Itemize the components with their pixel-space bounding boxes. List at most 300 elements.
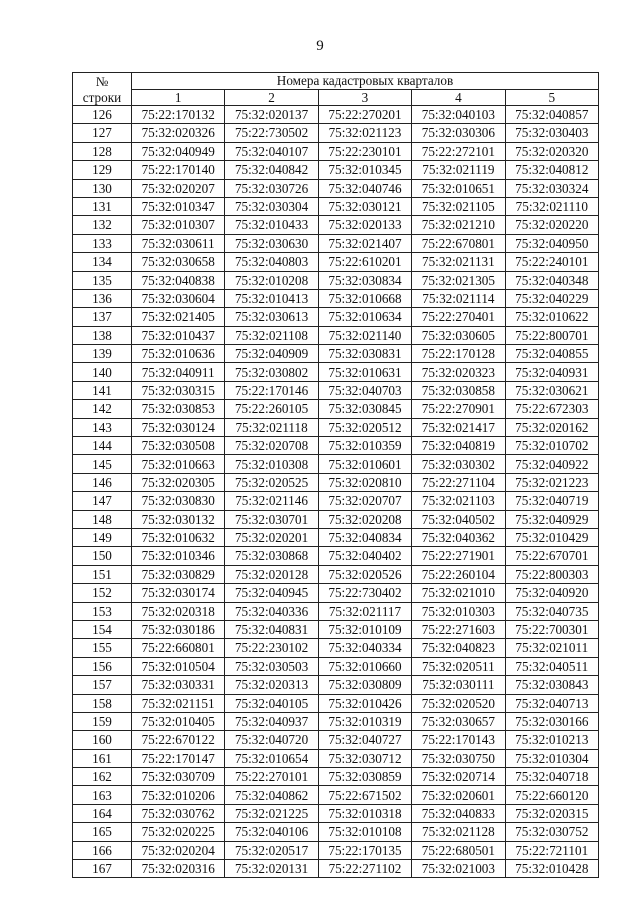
row-number-cell: 161 xyxy=(73,749,132,767)
table-row xyxy=(73,271,599,289)
cadastral-number-cell: 75:32:030611 xyxy=(132,234,225,252)
cadastral-number-cell: 75:32:010634 xyxy=(318,308,411,326)
cadastral-number-cell: 75:32:040855 xyxy=(505,345,598,363)
cadastral-number-cell: 75:32:010347 xyxy=(132,197,225,215)
cadastral-number-cell: 75:32:030701 xyxy=(225,510,318,528)
table-row xyxy=(73,179,599,197)
table-row xyxy=(73,142,599,160)
cadastral-number-cell: 75:32:030324 xyxy=(505,179,598,197)
cadastral-number-cell: 75:32:021117 xyxy=(318,602,411,620)
header-no: № xyxy=(73,73,132,90)
row-number-cell: 149 xyxy=(73,528,132,546)
cadastral-number-cell: 75:32:010668 xyxy=(318,289,411,307)
row-number-cell: 150 xyxy=(73,547,132,565)
row-number-cell: 154 xyxy=(73,620,132,638)
cadastral-number-cell: 75:22:271104 xyxy=(412,473,505,491)
table-row xyxy=(73,400,599,418)
cadastral-number-cell: 75:32:030809 xyxy=(318,676,411,694)
table-row xyxy=(73,620,599,638)
cadastral-number-cell: 75:32:040105 xyxy=(225,694,318,712)
cadastral-number-cell: 75:32:021417 xyxy=(412,418,505,436)
cadastral-table xyxy=(72,72,599,878)
cadastral-number-cell: 75:22:800303 xyxy=(505,565,598,583)
cadastral-number-cell: 75:22:170140 xyxy=(132,161,225,179)
table-row xyxy=(73,712,599,730)
cadastral-number-cell: 75:32:040937 xyxy=(225,712,318,730)
cadastral-number-cell: 75:32:021011 xyxy=(505,639,598,657)
table-row xyxy=(73,124,599,142)
column-header: 5 xyxy=(505,90,598,106)
cadastral-number-cell: 75:32:021118 xyxy=(225,418,318,436)
column-header: 1 xyxy=(132,90,225,106)
cadastral-number-cell: 75:32:030403 xyxy=(505,124,598,142)
cadastral-number-cell: 75:32:030621 xyxy=(505,381,598,399)
table-row xyxy=(73,510,599,528)
cadastral-number-cell: 75:32:030111 xyxy=(412,676,505,694)
cadastral-number-cell: 75:32:040334 xyxy=(318,639,411,657)
cadastral-number-cell: 75:32:010206 xyxy=(132,786,225,804)
cadastral-number-cell: 75:32:040107 xyxy=(225,142,318,160)
cadastral-number-cell: 75:32:030657 xyxy=(412,712,505,730)
row-number-cell: 131 xyxy=(73,197,132,215)
cadastral-number-cell: 75:32:020162 xyxy=(505,418,598,436)
cadastral-number-cell: 75:32:030604 xyxy=(132,289,225,307)
cadastral-number-cell: 75:32:020707 xyxy=(318,492,411,510)
cadastral-number-cell: 75:32:030174 xyxy=(132,584,225,602)
cadastral-number-cell: 75:32:030630 xyxy=(225,234,318,252)
cadastral-number-cell: 75:32:020526 xyxy=(318,565,411,583)
cadastral-number-cell: 75:22:660801 xyxy=(132,639,225,657)
cadastral-number-cell: 75:32:030762 xyxy=(132,804,225,822)
row-number-cell: 135 xyxy=(73,271,132,289)
table-row xyxy=(73,602,599,620)
row-number-cell: 141 xyxy=(73,381,132,399)
cadastral-number-cell: 75:32:010108 xyxy=(318,823,411,841)
table-row xyxy=(73,731,599,749)
page-number: 9 xyxy=(316,38,324,54)
cadastral-number-cell: 75:32:040831 xyxy=(225,620,318,638)
cadastral-number-cell: 75:32:040735 xyxy=(505,602,598,620)
table-header xyxy=(73,73,599,106)
cadastral-number-cell: 75:22:230101 xyxy=(318,142,411,160)
cadastral-number-cell: 75:32:030709 xyxy=(132,768,225,786)
cadastral-number-cell: 75:32:021105 xyxy=(412,197,505,215)
cadastral-number-cell: 75:32:040909 xyxy=(225,345,318,363)
cadastral-number-cell: 75:32:040945 xyxy=(225,584,318,602)
cadastral-number-cell: 75:22:270401 xyxy=(412,308,505,326)
cadastral-number-cell: 75:32:020318 xyxy=(132,602,225,620)
cadastral-number-cell: 75:32:021003 xyxy=(412,860,505,878)
cadastral-number-cell: 75:22:170146 xyxy=(225,381,318,399)
cadastral-number-cell: 75:32:010632 xyxy=(132,528,225,546)
cadastral-number-cell: 75:32:040103 xyxy=(412,106,505,124)
cadastral-number-cell: 75:32:020525 xyxy=(225,473,318,491)
cadastral-number-cell: 75:32:040348 xyxy=(505,271,598,289)
cadastral-number-cell: 75:32:021405 xyxy=(132,308,225,326)
cadastral-number-cell: 75:32:030843 xyxy=(505,676,598,694)
table-row xyxy=(73,161,599,179)
cadastral-number-cell: 75:32:030186 xyxy=(132,620,225,638)
row-number-cell: 151 xyxy=(73,565,132,583)
cadastral-number-cell: 75:32:030853 xyxy=(132,400,225,418)
cadastral-number-cell: 75:32:040746 xyxy=(318,179,411,197)
cadastral-number-cell: 75:22:230102 xyxy=(225,639,318,657)
cadastral-number-cell: 75:32:010304 xyxy=(505,749,598,767)
cadastral-number-cell: 75:32:010319 xyxy=(318,712,411,730)
table-row xyxy=(73,565,599,583)
cadastral-number-cell: 75:32:030331 xyxy=(132,676,225,694)
table-row xyxy=(73,657,599,675)
table-row xyxy=(73,860,599,878)
cadastral-number-cell: 75:32:010601 xyxy=(318,455,411,473)
cadastral-number-cell: 75:32:010359 xyxy=(318,437,411,455)
cadastral-number-cell: 75:32:040362 xyxy=(412,528,505,546)
row-number-cell: 145 xyxy=(73,455,132,473)
cadastral-number-cell: 75:32:040929 xyxy=(505,510,598,528)
cadastral-number-cell: 75:32:040857 xyxy=(505,106,598,124)
cadastral-number-cell: 75:32:020520 xyxy=(412,694,505,712)
cadastral-number-cell: 75:32:040950 xyxy=(505,234,598,252)
cadastral-number-cell: 75:32:030306 xyxy=(412,124,505,142)
row-number-cell: 136 xyxy=(73,289,132,307)
cadastral-number-cell: 75:32:030605 xyxy=(412,326,505,344)
cadastral-number-cell: 75:32:020207 xyxy=(132,179,225,197)
row-number-cell: 148 xyxy=(73,510,132,528)
row-number-cell: 162 xyxy=(73,768,132,786)
row-number-cell: 138 xyxy=(73,326,132,344)
cadastral-number-cell: 75:32:030508 xyxy=(132,437,225,455)
cadastral-number-cell: 75:22:170147 xyxy=(132,749,225,767)
cadastral-number-cell: 75:32:020201 xyxy=(225,528,318,546)
table-row xyxy=(73,473,599,491)
cadastral-number-cell: 75:22:700301 xyxy=(505,620,598,638)
cadastral-number-cell: 75:32:040502 xyxy=(412,510,505,528)
cadastral-number-cell: 75:32:010504 xyxy=(132,657,225,675)
cadastral-number-cell: 75:32:040922 xyxy=(505,455,598,473)
cadastral-number-cell: 75:32:020131 xyxy=(225,860,318,878)
cadastral-number-cell: 75:32:040819 xyxy=(412,437,505,455)
cadastral-number-cell: 75:22:270201 xyxy=(318,106,411,124)
cadastral-number-cell: 75:32:010663 xyxy=(132,455,225,473)
cadastral-number-cell: 75:32:040862 xyxy=(225,786,318,804)
cadastral-number-cell: 75:32:010660 xyxy=(318,657,411,675)
cadastral-number-cell: 75:32:020313 xyxy=(225,676,318,694)
cadastral-number-cell: 75:22:670801 xyxy=(412,234,505,252)
cadastral-number-cell: 75:32:020225 xyxy=(132,823,225,841)
cadastral-number-cell: 75:32:020305 xyxy=(132,473,225,491)
row-number-cell: 133 xyxy=(73,234,132,252)
table-row xyxy=(73,289,599,307)
cadastral-number-cell: 75:22:680501 xyxy=(412,841,505,859)
row-number-cell: 132 xyxy=(73,216,132,234)
cadastral-number-cell: 75:32:030868 xyxy=(225,547,318,565)
cadastral-number-cell: 75:32:021119 xyxy=(412,161,505,179)
row-number-cell: 134 xyxy=(73,253,132,271)
cadastral-number-cell: 75:32:010429 xyxy=(505,528,598,546)
cadastral-number-cell: 75:32:040727 xyxy=(318,731,411,749)
header-group: Номера кадастровых кварталов xyxy=(132,73,599,90)
row-number-cell: 128 xyxy=(73,142,132,160)
cadastral-number-cell: 75:22:271901 xyxy=(412,547,505,565)
cadastral-number-cell: 75:32:030858 xyxy=(412,381,505,399)
table-row xyxy=(73,418,599,436)
table-row xyxy=(73,584,599,602)
cadastral-number-cell: 75:32:021108 xyxy=(225,326,318,344)
cadastral-number-cell: 75:22:721101 xyxy=(505,841,598,859)
header-row: строки xyxy=(73,90,132,106)
row-number-cell: 143 xyxy=(73,418,132,436)
column-header: 2 xyxy=(225,90,318,106)
cadastral-number-cell: 75:32:030124 xyxy=(132,418,225,436)
table-row xyxy=(73,694,599,712)
row-number-cell: 164 xyxy=(73,804,132,822)
cadastral-number-cell: 75:32:030830 xyxy=(132,492,225,510)
cadastral-number-cell: 75:22:170143 xyxy=(412,731,505,749)
row-number-cell: 137 xyxy=(73,308,132,326)
cadastral-number-cell: 75:22:260105 xyxy=(225,400,318,418)
row-number-cell: 152 xyxy=(73,584,132,602)
cadastral-number-cell: 75:22:240101 xyxy=(505,253,598,271)
row-number-cell: 165 xyxy=(73,823,132,841)
cadastral-number-cell: 75:22:170132 xyxy=(132,106,225,124)
cadastral-number-cell: 75:32:010109 xyxy=(318,620,411,638)
cadastral-number-cell: 75:32:030315 xyxy=(132,381,225,399)
cadastral-number-cell: 75:32:030304 xyxy=(225,197,318,215)
table-row xyxy=(73,492,599,510)
cadastral-number-cell: 75:32:021305 xyxy=(412,271,505,289)
cadastral-number-cell: 75:32:021128 xyxy=(412,823,505,841)
cadastral-number-cell: 75:32:040842 xyxy=(225,161,318,179)
cadastral-number-cell: 75:32:040931 xyxy=(505,363,598,381)
row-number-cell: 155 xyxy=(73,639,132,657)
cadastral-number-cell: 75:32:030712 xyxy=(318,749,411,767)
cadastral-number-cell: 75:32:030859 xyxy=(318,768,411,786)
cadastral-number-cell: 75:32:040920 xyxy=(505,584,598,602)
column-header: 3 xyxy=(318,90,411,106)
cadastral-number-cell: 75:32:010413 xyxy=(225,289,318,307)
row-number-cell: 127 xyxy=(73,124,132,142)
cadastral-number-cell: 75:32:020512 xyxy=(318,418,411,436)
cadastral-number-cell: 75:32:020601 xyxy=(412,786,505,804)
table-row xyxy=(73,308,599,326)
cadastral-number-cell: 75:22:170128 xyxy=(412,345,505,363)
cadastral-number-cell: 75:32:020517 xyxy=(225,841,318,859)
cadastral-number-cell: 75:32:010702 xyxy=(505,437,598,455)
cadastral-number-cell: 75:32:040838 xyxy=(132,271,225,289)
cadastral-number-cell: 75:32:040949 xyxy=(132,142,225,160)
cadastral-number-cell: 75:22:671502 xyxy=(318,786,411,804)
cadastral-number-cell: 75:22:672303 xyxy=(505,400,598,418)
cadastral-number-cell: 75:32:020220 xyxy=(505,216,598,234)
cadastral-number-cell: 75:22:271603 xyxy=(412,620,505,638)
column-header: 4 xyxy=(412,90,505,106)
cadastral-number-cell: 75:32:040720 xyxy=(225,731,318,749)
row-number-cell: 159 xyxy=(73,712,132,730)
row-number-cell: 153 xyxy=(73,602,132,620)
cadastral-number-cell: 75:32:020320 xyxy=(505,142,598,160)
table-row xyxy=(73,823,599,841)
cadastral-number-cell: 75:22:670701 xyxy=(505,547,598,565)
cadastral-number-cell: 75:32:020708 xyxy=(225,437,318,455)
table-row xyxy=(73,768,599,786)
cadastral-number-cell: 75:22:270901 xyxy=(412,400,505,418)
cadastral-number-cell: 75:32:010318 xyxy=(318,804,411,822)
cadastral-number-cell: 75:32:030752 xyxy=(505,823,598,841)
cadastral-number-cell: 75:32:021407 xyxy=(318,234,411,252)
cadastral-number-cell: 75:32:040511 xyxy=(505,657,598,675)
cadastral-number-cell: 75:32:010213 xyxy=(505,731,598,749)
cadastral-number-cell: 75:22:730402 xyxy=(318,584,411,602)
cadastral-number-cell: 75:32:030121 xyxy=(318,197,411,215)
row-number-cell: 158 xyxy=(73,694,132,712)
cadastral-number-cell: 75:32:030302 xyxy=(412,455,505,473)
cadastral-number-cell: 75:32:020204 xyxy=(132,841,225,859)
row-number-cell: 157 xyxy=(73,676,132,694)
cadastral-number-cell: 75:32:020323 xyxy=(412,363,505,381)
cadastral-number-cell: 75:32:030503 xyxy=(225,657,318,675)
row-number-cell: 160 xyxy=(73,731,132,749)
table-row xyxy=(73,197,599,215)
table-row xyxy=(73,326,599,344)
row-number-cell: 163 xyxy=(73,786,132,804)
cadastral-number-cell: 75:32:010433 xyxy=(225,216,318,234)
cadastral-number-cell: 75:32:020326 xyxy=(132,124,225,142)
row-number-cell: 156 xyxy=(73,657,132,675)
row-number-cell: 142 xyxy=(73,400,132,418)
cadastral-number-cell: 75:32:010426 xyxy=(318,694,411,712)
table-row xyxy=(73,363,599,381)
cadastral-number-cell: 75:22:610201 xyxy=(318,253,411,271)
row-number-cell: 147 xyxy=(73,492,132,510)
cadastral-number-cell: 75:32:040834 xyxy=(318,528,411,546)
cadastral-number-cell: 75:32:030726 xyxy=(225,179,318,197)
table-row xyxy=(73,676,599,694)
cadastral-number-cell: 75:32:010308 xyxy=(225,455,318,473)
cadastral-number-cell: 75:32:010437 xyxy=(132,326,225,344)
cadastral-number-cell: 75:32:030831 xyxy=(318,345,411,363)
cadastral-number-cell: 75:22:270101 xyxy=(225,768,318,786)
cadastral-number-cell: 75:32:010345 xyxy=(318,161,411,179)
table-row xyxy=(73,528,599,546)
cadastral-number-cell: 75:32:030834 xyxy=(318,271,411,289)
cadastral-number-cell: 75:32:030166 xyxy=(505,712,598,730)
row-number-cell: 144 xyxy=(73,437,132,455)
cadastral-number-cell: 75:22:660120 xyxy=(505,786,598,804)
cadastral-number-cell: 75:32:021131 xyxy=(412,253,505,271)
table-row xyxy=(73,547,599,565)
table-row xyxy=(73,437,599,455)
row-number-cell: 139 xyxy=(73,345,132,363)
cadastral-number-cell: 75:32:010654 xyxy=(225,749,318,767)
cadastral-number-cell: 75:32:040106 xyxy=(225,823,318,841)
table-row xyxy=(73,106,599,124)
table-body xyxy=(73,106,599,878)
cadastral-number-cell: 75:32:020810 xyxy=(318,473,411,491)
cadastral-number-cell: 75:22:800701 xyxy=(505,326,598,344)
cadastral-number-cell: 75:32:020316 xyxy=(132,860,225,878)
cadastral-number-cell: 75:32:021225 xyxy=(225,804,318,822)
row-number-cell: 166 xyxy=(73,841,132,859)
cadastral-number-cell: 75:32:030802 xyxy=(225,363,318,381)
row-number-cell: 167 xyxy=(73,860,132,878)
cadastral-number-cell: 75:32:040823 xyxy=(412,639,505,657)
cadastral-number-cell: 75:32:030829 xyxy=(132,565,225,583)
cadastral-number-cell: 75:32:040703 xyxy=(318,381,411,399)
cadastral-number-cell: 75:32:010307 xyxy=(132,216,225,234)
table-row xyxy=(73,253,599,271)
cadastral-number-cell: 75:32:030132 xyxy=(132,510,225,528)
cadastral-number-cell: 75:32:020137 xyxy=(225,106,318,124)
cadastral-number-cell: 75:32:040713 xyxy=(505,694,598,712)
cadastral-number-cell: 75:32:040402 xyxy=(318,547,411,565)
cadastral-number-cell: 75:32:020315 xyxy=(505,804,598,822)
cadastral-number-cell: 75:32:010428 xyxy=(505,860,598,878)
cadastral-number-cell: 75:32:030658 xyxy=(132,253,225,271)
cadastral-number-cell: 75:32:010208 xyxy=(225,271,318,289)
cadastral-number-cell: 75:32:021223 xyxy=(505,473,598,491)
cadastral-number-cell: 75:32:010622 xyxy=(505,308,598,326)
cadastral-number-cell: 75:32:021010 xyxy=(412,584,505,602)
cadastral-number-cell: 75:22:272101 xyxy=(412,142,505,160)
cadastral-number-cell: 75:32:010651 xyxy=(412,179,505,197)
cadastral-number-cell: 75:32:040336 xyxy=(225,602,318,620)
cadastral-number-cell: 75:32:021210 xyxy=(412,216,505,234)
cadastral-number-cell: 75:32:021123 xyxy=(318,124,411,142)
cadastral-number-cell: 75:32:010405 xyxy=(132,712,225,730)
row-number-cell: 126 xyxy=(73,106,132,124)
cadastral-number-cell: 75:32:030613 xyxy=(225,308,318,326)
cadastral-number-cell: 75:32:020511 xyxy=(412,657,505,675)
cadastral-number-cell: 75:32:010631 xyxy=(318,363,411,381)
table-row xyxy=(73,345,599,363)
row-number-cell: 140 xyxy=(73,363,132,381)
cadastral-number-cell: 75:22:271102 xyxy=(318,860,411,878)
table-row xyxy=(73,841,599,859)
cadastral-number-cell: 75:32:040718 xyxy=(505,768,598,786)
cadastral-number-cell: 75:32:040911 xyxy=(132,363,225,381)
table-row xyxy=(73,639,599,657)
cadastral-number-cell: 75:32:021140 xyxy=(318,326,411,344)
cadastral-number-cell: 75:32:010636 xyxy=(132,345,225,363)
cadastral-number-cell: 75:32:021146 xyxy=(225,492,318,510)
cadastral-number-cell: 75:32:010303 xyxy=(412,602,505,620)
cadastral-number-cell: 75:32:021114 xyxy=(412,289,505,307)
table-row xyxy=(73,216,599,234)
table-row xyxy=(73,786,599,804)
cadastral-number-cell: 75:32:021103 xyxy=(412,492,505,510)
cadastral-number-cell: 75:32:030845 xyxy=(318,400,411,418)
table-row xyxy=(73,749,599,767)
table-row xyxy=(73,804,599,822)
cadastral-number-cell: 75:32:040812 xyxy=(505,161,598,179)
cadastral-number-cell: 75:22:730502 xyxy=(225,124,318,142)
cadastral-number-cell: 75:32:040229 xyxy=(505,289,598,307)
table-row xyxy=(73,234,599,252)
cadastral-number-cell: 75:32:020208 xyxy=(318,510,411,528)
table-row xyxy=(73,381,599,399)
cadastral-number-cell: 75:32:021151 xyxy=(132,694,225,712)
row-number-cell: 129 xyxy=(73,161,132,179)
row-number-cell: 146 xyxy=(73,473,132,491)
table-row xyxy=(73,455,599,473)
cadastral-number-cell: 75:22:170135 xyxy=(318,841,411,859)
cadastral-number-cell: 75:32:020133 xyxy=(318,216,411,234)
cadastral-number-cell: 75:32:040719 xyxy=(505,492,598,510)
cadastral-number-cell: 75:32:021110 xyxy=(505,197,598,215)
row-number-cell: 130 xyxy=(73,179,132,197)
cadastral-number-cell: 75:32:010346 xyxy=(132,547,225,565)
cadastral-number-cell: 75:22:260104 xyxy=(412,565,505,583)
